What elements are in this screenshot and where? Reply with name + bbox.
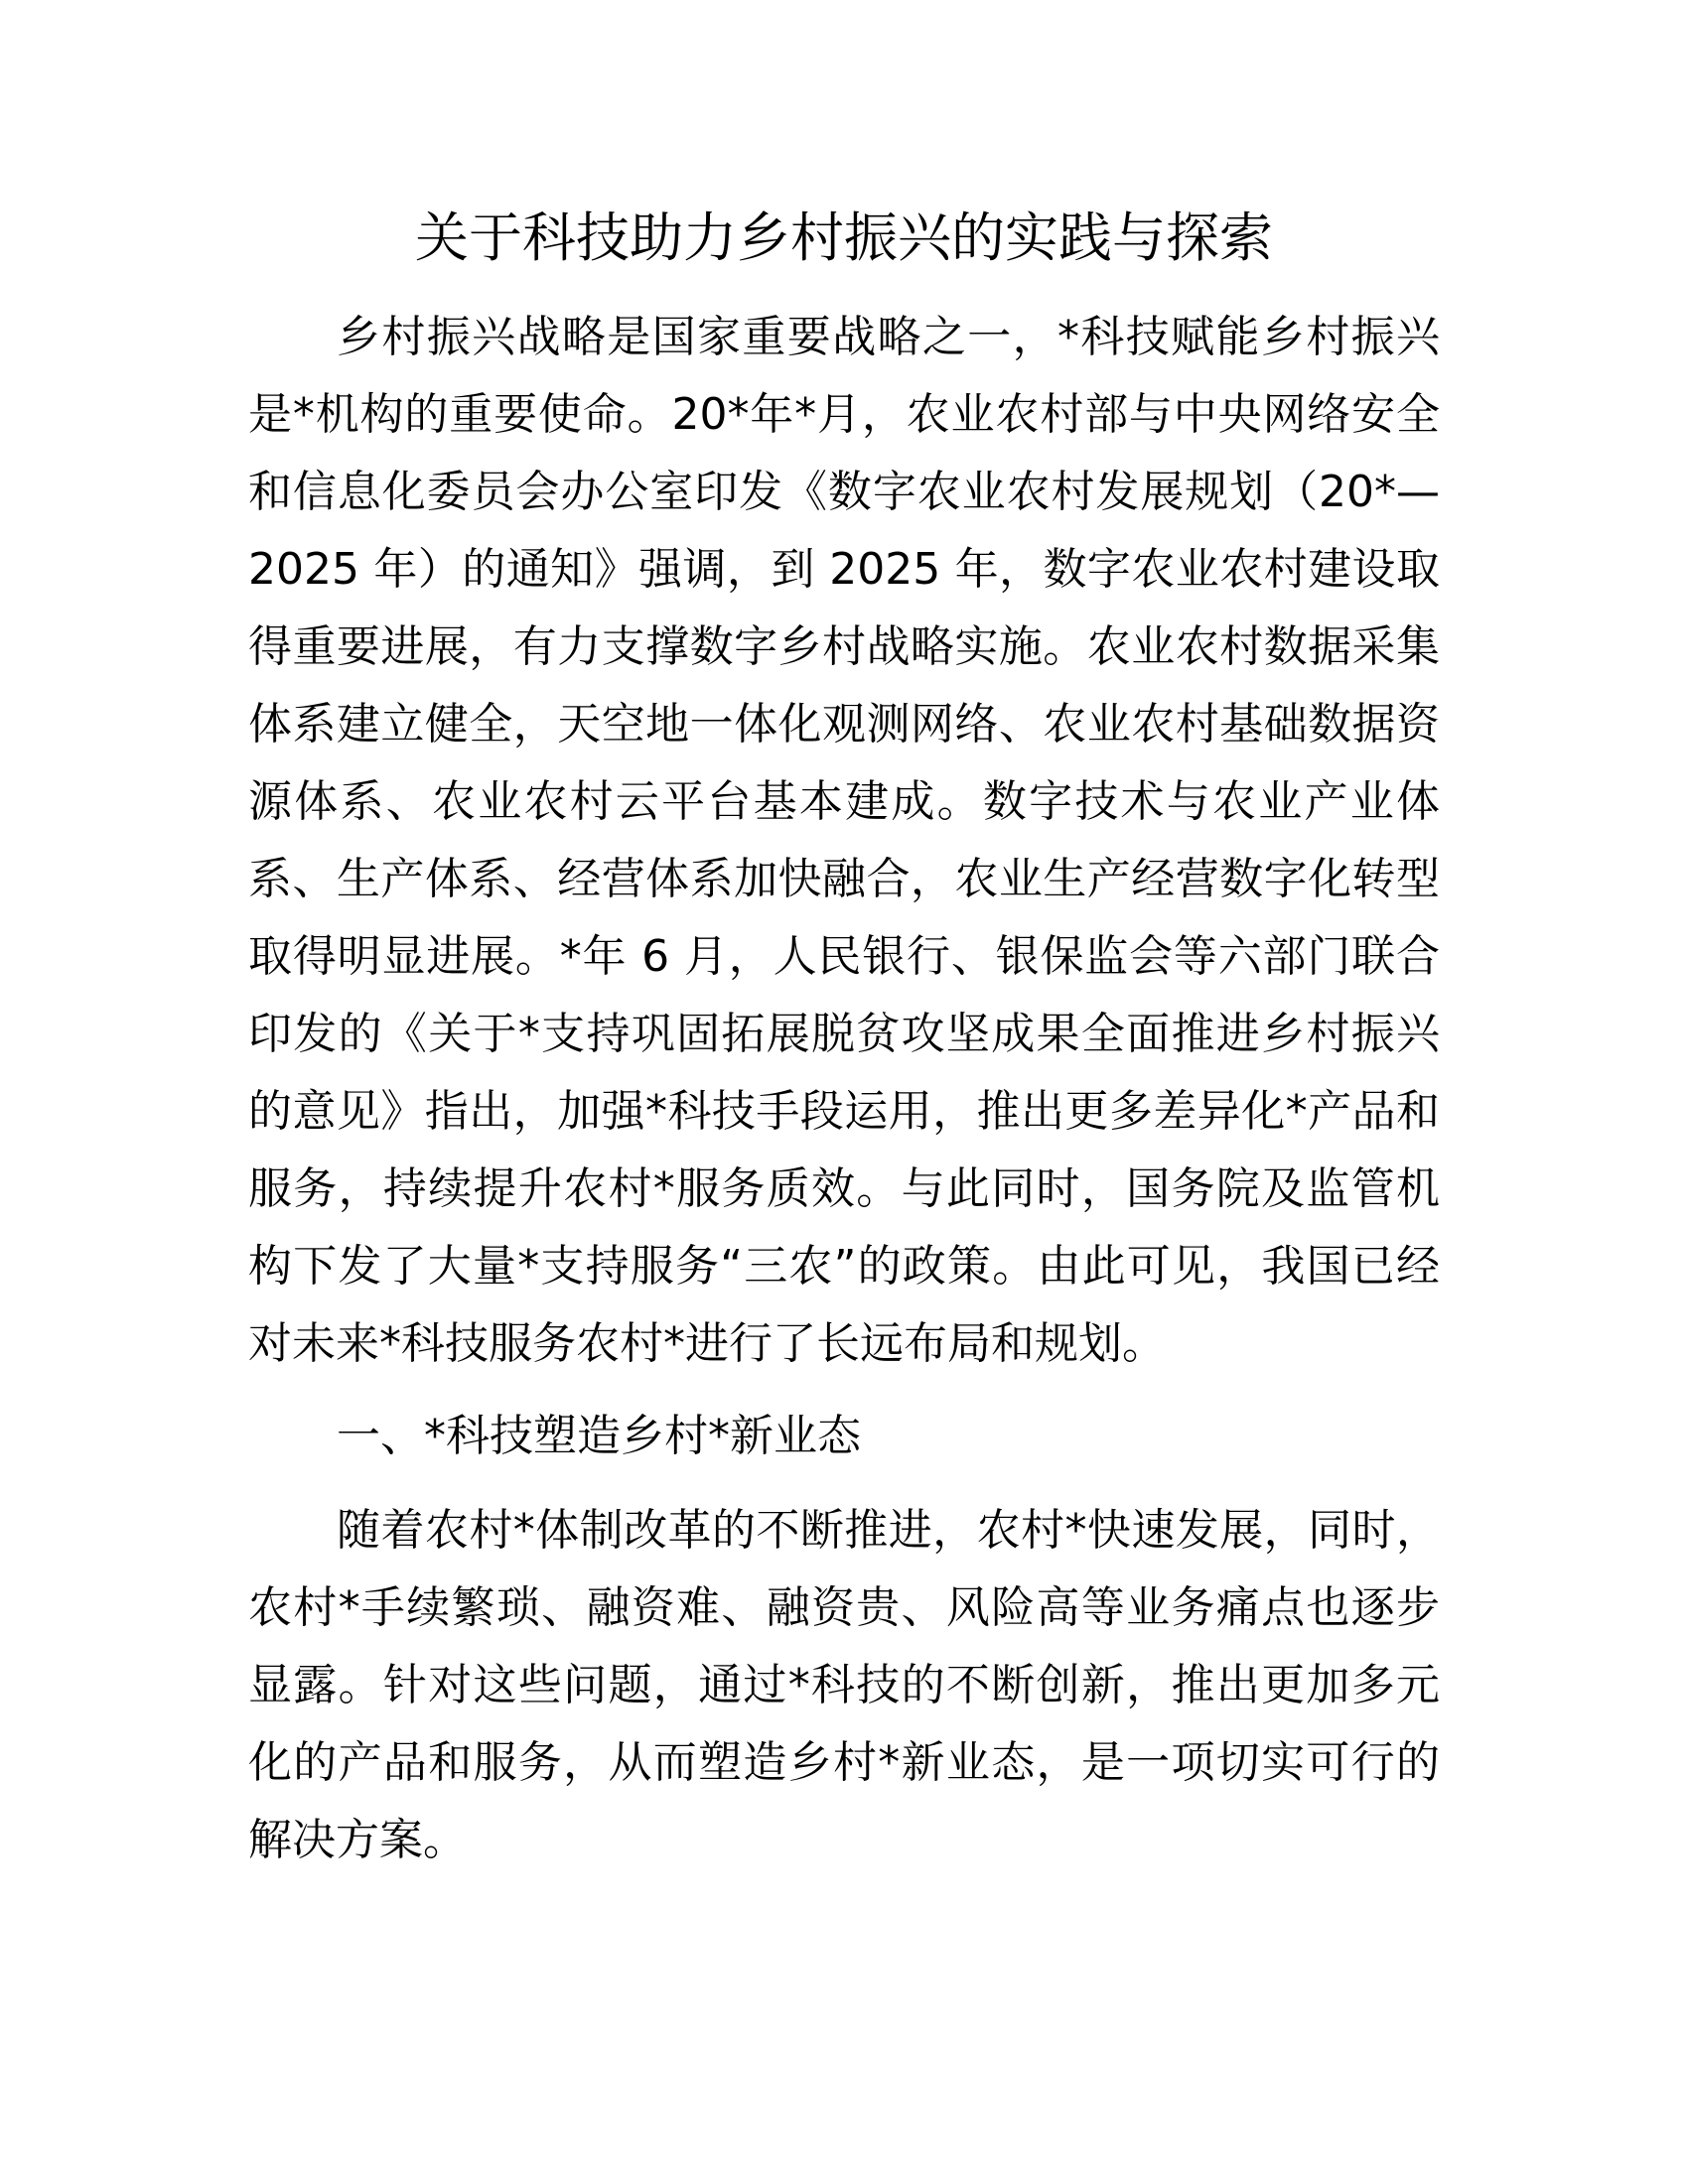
- paragraph-line: 乡村振兴战略是国家重要战略之一，*科技赋能乡村振兴: [337, 312, 1440, 362]
- paragraph-line: 解决方案。: [248, 1815, 467, 1865]
- section-heading: 一、*科技塑造乡村*新业态: [337, 1411, 861, 1461]
- paragraph-line: 显露。针对这些问题，通过*科技的不断创新，推出更加多元: [248, 1660, 1440, 1710]
- paragraph-line: 2025 年）的通知》强调，到 2025 年，数字农业农村建设取: [248, 544, 1440, 595]
- document-title: 关于科技助力乡村振兴的实践与探索: [415, 206, 1273, 269]
- paragraph-intro: [248, 299, 1440, 1383]
- paragraph-line: 对未来*科技服务农村*进行了长远布局和规划。: [248, 1318, 1166, 1369]
- paragraph-section-1: [248, 1492, 1440, 1879]
- paragraph-line: 和信息化委员会办公室印发《数字农业农村发展规划（20*—: [248, 467, 1440, 517]
- paragraph-line: 印发的《关于*支持巩固拓展脱贫攻坚成果全面推进乡村振兴: [248, 1009, 1440, 1059]
- paragraph-line: 是*机构的重要使命。20*年*月，农业农村部与中央网络安全: [248, 389, 1440, 440]
- paragraph-line: 得重要进展，有力支撑数字乡村战略实施。农业农村数据采集: [248, 621, 1440, 672]
- paragraph-line: 农村*手续繁琐、融资难、融资贵、风险高等业务痛点也逐步: [248, 1582, 1440, 1633]
- paragraph-line: 服务，持续提升农村*服务质效。与此同时，国务院及监管机: [248, 1163, 1440, 1214]
- section-heading-block: [248, 1398, 1440, 1475]
- paragraph-line: 构下发了大量*支持服务“三农”的政策。由此可见，我国已经: [248, 1241, 1440, 1292]
- paragraph-line: 系、生产体系、经营体系加快融合，农业生产经营数字化转型: [248, 854, 1440, 904]
- paragraph-line: 化的产品和服务，从而塑造乡村*新业态，是一项切实可行的: [248, 1737, 1440, 1788]
- paragraph-line: 体系建立健全，天空地一体化观测网络、农业农村基础数据资: [248, 699, 1440, 750]
- paragraph-line: 取得明显进展。*年 6 月，人民银行、银保监会等六部门联合: [248, 931, 1440, 982]
- paragraph-line: 随着农村*体制改革的不断推进，农村*快速发展，同时，: [337, 1505, 1440, 1556]
- paragraph-line: 源体系、农业农村云平台基本建成。数字技术与农业产业体: [248, 776, 1440, 827]
- paragraph-line: 的意见》指出，加强*科技手段运用，推出更多差异化*产品和: [248, 1086, 1440, 1137]
